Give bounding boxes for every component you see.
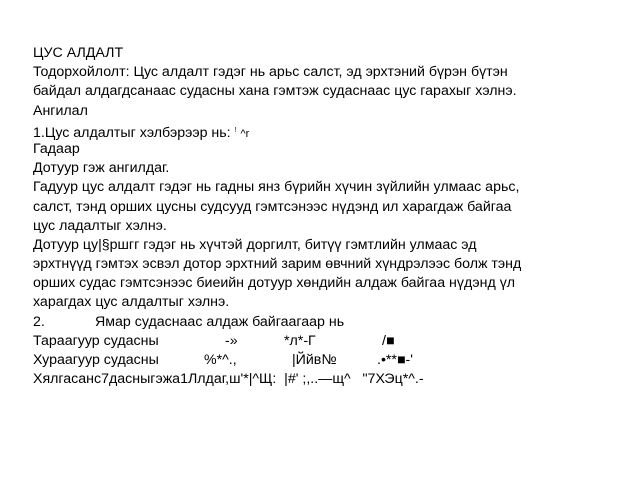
- row-label: Хураагуур судасны: [33, 352, 159, 368]
- question-1-mark-b: ^r: [240, 127, 250, 140]
- question-1: [33, 121, 623, 140]
- definition-line-2: байдал алдагдсанаас судасны хана гэмтэж судаснаас цус гарахыг хэлнэ.: [33, 83, 517, 100]
- external-line-2: салст, тэнд орших цусны судсууд гэмтсэнээс нүдэнд ил харагдаж байгаа: [33, 198, 512, 215]
- external-line-1: Гадуур цус алдалт гэдэг нь гадны янз бүрийн хүчин зүйлийн улмаас арьс,: [33, 179, 520, 196]
- document-title: ЦУС АЛДАЛТ: [33, 45, 124, 61]
- row-label: Тараагуур судасны: [33, 332, 159, 349]
- row-cell: /■: [382, 332, 395, 349]
- internal-line-2: эрхтнүүд гэмтэх эсвэл дотор эрхтний зарим өвчний хүндрэлээс болж тэнд: [33, 256, 522, 273]
- row-cell: .•**■-': [377, 352, 413, 368]
- row-cell: |Ййв№: [292, 352, 337, 368]
- table-row: [33, 351, 623, 370]
- internal-line-1: Дотуур цу|§ршгг гэдэг нь хүчтэй доргилт, битүү гэмтлийн улмаас эд: [33, 236, 477, 253]
- definition-line-1: Тодорхойлолт: Цус алдалт гэдэг нь арьс салст, эд эрхтэний бүрэн бүтэн: [33, 64, 508, 81]
- question-2: [33, 313, 623, 332]
- option-external: Гадаар: [33, 140, 80, 157]
- internal-line-4: харагдах цус алдалтыг хэлнэ.: [33, 294, 230, 311]
- row-cell: *л*-Г: [284, 332, 316, 349]
- internal-line-3: орших судас гэмтсэнээс биеийн дотуур хөндийн алдаж байгаа нүдэнд үл: [33, 275, 516, 292]
- question-1-mark-a: !: [234, 126, 237, 134]
- classification-heading: Ангилал: [33, 102, 88, 119]
- document-body: [33, 44, 623, 389]
- external-line-3: цус ладалтыг хэлнэ.: [33, 217, 167, 234]
- question-2-number: 2.: [33, 313, 45, 330]
- option-internal: Дотуур гэж ангилдаг.: [33, 160, 170, 177]
- row-cell: -»: [225, 332, 238, 349]
- question-1-text: 1.Цус алдалтыг хэлбэрээр нь:: [33, 124, 231, 141]
- table-row: [33, 332, 623, 351]
- garbled-line: Хялгасанс7дасныгэжа1Ллдаг,ш'*|^Щ: |#' ;,..—щ^ "7ХЭц*^.-: [33, 371, 424, 388]
- question-2-text: Ямар судаснаас алдаж байгаагаар нь: [95, 313, 345, 330]
- row-cell: %*^.,: [204, 352, 237, 368]
